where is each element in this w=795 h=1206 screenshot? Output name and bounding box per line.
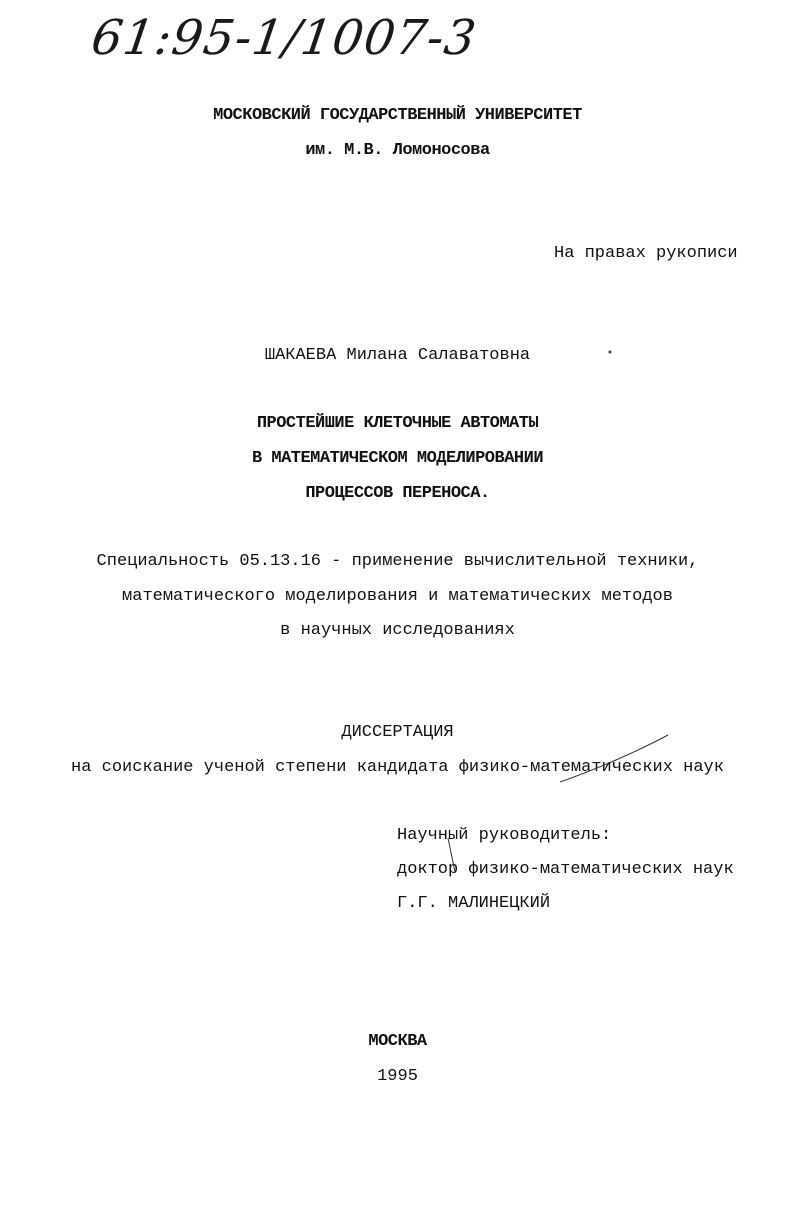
thesis-type: ДИССЕРТАЦИЯ [341, 723, 454, 742]
archive-code-handwritten: 61:95-1/1007-3 [88, 10, 481, 66]
ink-speck [609, 351, 612, 354]
year: 1995 [377, 1067, 418, 1086]
thesis-title-line-3: ПРОЦЕССОВ ПЕРЕНОСА. [305, 484, 490, 503]
pen-stroke-degree [560, 735, 668, 782]
supervisor-label: Научный руководитель: [397, 826, 612, 845]
university-name: им. М.В. Ломоносова [305, 141, 490, 160]
degree-sought: на соискание ученой степени кандидата физико-математических наук [71, 758, 724, 777]
city: МОСКВА [368, 1032, 427, 1051]
supervisor-degree: доктор физико-математических наук [397, 860, 734, 879]
university-heading: МОСКОВСКИЙ ГОСУДАРСТВЕННЫЙ УНИВЕРСИТЕТ [213, 106, 582, 125]
pen-stroke-supervisor [448, 838, 455, 872]
thesis-title-line-2: В МАТЕМАТИЧЕСКОМ МОДЕЛИРОВАНИИ [251, 449, 544, 468]
specialty-line-3: в научных исследованиях [280, 621, 515, 640]
supervisor-name: Г.Г. МАЛИНЕЦКИЙ [397, 894, 551, 913]
specialty-line-1: Специальность 05.13.16 - применение вычислительной техники, [96, 552, 699, 571]
thesis-title-line-1: ПРОСТЕЙШИЕ КЛЕТОЧНЫЕ АВТОМАТЫ [256, 414, 539, 433]
author-name: ШАКАЕВА Милана Салаватовна [264, 346, 531, 365]
manuscript-rights-note: На правах рукописи [554, 244, 738, 263]
specialty-line-2: математического моделирования и математических методов [122, 587, 673, 606]
